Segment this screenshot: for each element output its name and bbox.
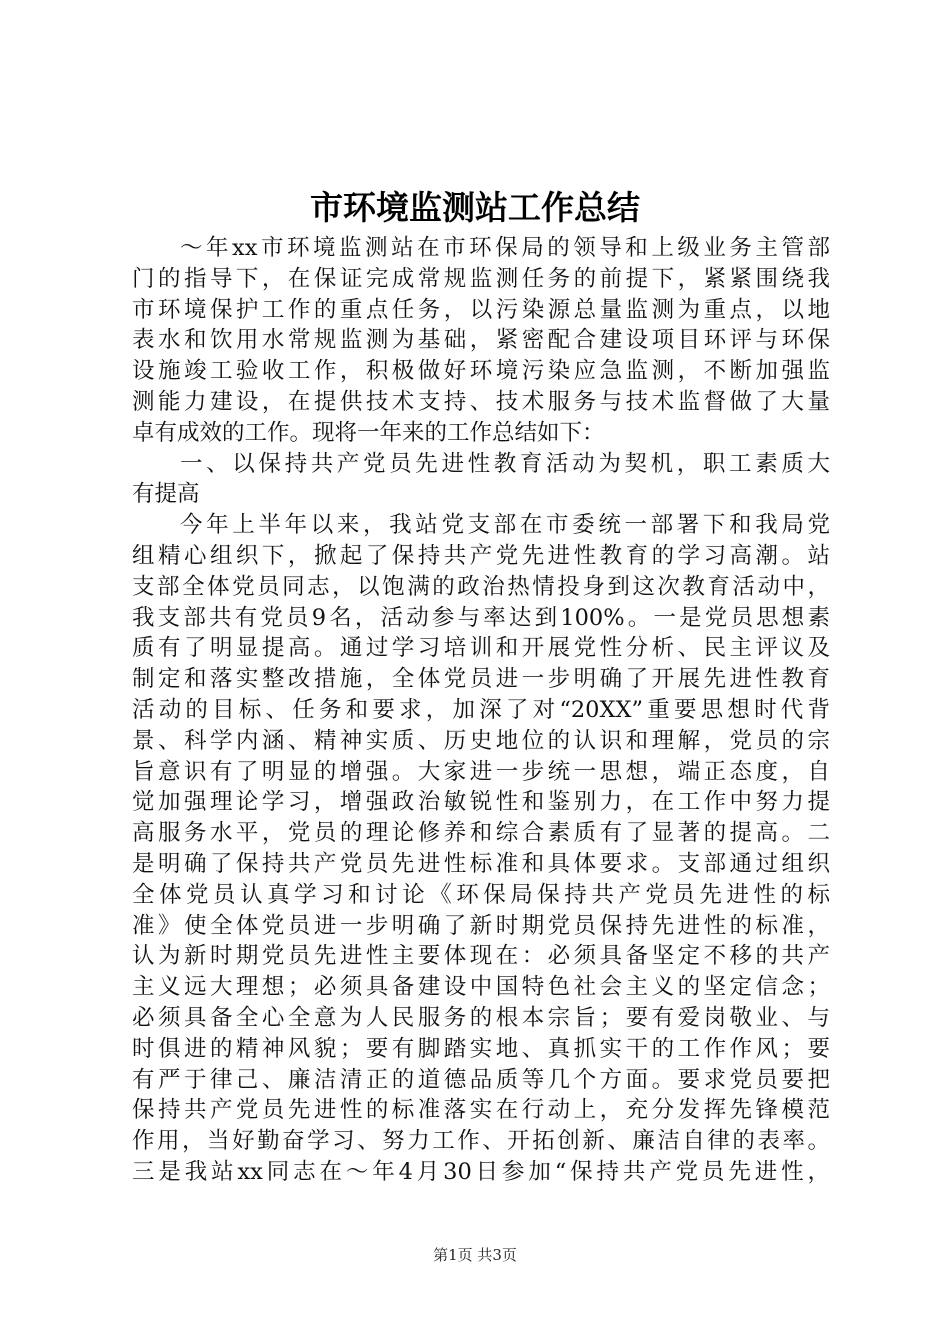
body-line: 卓有成效的工作。现将一年来的工作总结如下： xyxy=(132,419,605,446)
body-line: 有提高 xyxy=(132,481,200,508)
body-line: 有严于律己、廉洁清正的道德品质等几个方面。要求党员要把 xyxy=(132,1066,830,1093)
body-line: 全体党员认真学习和讨论《环保局保持共产党员先进性的标 xyxy=(132,881,830,908)
body-line: 认为新时期党员先进性主要体现在：必须具备坚定不移的共产 xyxy=(132,943,830,970)
body-line: 作用，当好勤奋学习、努力工作、开拓创新、廉洁自律的表率。 xyxy=(132,1128,830,1155)
body-line: 必须具备全心全意为人民服务的根本宗旨；要有爱岗敬业、与 xyxy=(132,1004,830,1031)
body-line: 制定和落实整改措施，全体党员进一步明确了开展先进性教育 xyxy=(132,666,830,693)
body-line: 质有了明显提高。通过学习培训和开展党性分析、民主评议及 xyxy=(132,635,830,662)
body-line: 支部全体党员同志，以饱满的政治热情投身到这次教育活动中， xyxy=(132,573,830,600)
body-line: 测能力建设，在提供技术支持、技术服务与技术监督做了大量 xyxy=(132,388,830,415)
body-line: 我支部共有党员9名，活动参与率达到100%。一是党员思想素 xyxy=(132,604,830,631)
body-line: 保持共产党员先进性的标准落实在行动上，充分发挥先锋模范 xyxy=(132,1097,830,1124)
page-footer: 第1页 共3页 xyxy=(433,1246,517,1264)
body-line: 景、科学内涵、精神实质、历史地位的认识和理解，党员的宗 xyxy=(132,727,830,754)
body-line: 市环境保护工作的重点任务，以污染源总量监测为重点，以地 xyxy=(132,296,830,323)
document-title: 市环境监测站工作总结 xyxy=(310,188,640,227)
body-line: 是明确了保持共产党员先进性标准和具体要求。支部通过组织 xyxy=(132,850,830,877)
body-line: 高服务水平，党员的理论修养和综合素质有了显著的提高。二 xyxy=(132,820,830,847)
body-line: ～年xx市环境监测站在市环保局的领导和上级业务主管部 xyxy=(180,235,830,261)
body-line: 觉加强理论学习，增强政治敏锐性和鉴别力，在工作中努力提 xyxy=(132,789,830,816)
body-line: 一、以保持共产党员先进性教育活动为契机，职工素质大 xyxy=(180,450,830,477)
body-line: 活动的目标、任务和要求，加深了对“20XX”重要思想时代背 xyxy=(132,696,830,723)
body-line: 设施竣工验收工作，积极做好环境污染应急监测，不断加强监 xyxy=(132,358,830,385)
body-line: 主义远大理想；必须具备建设中国特色社会主义的坚定信念； xyxy=(132,974,830,1001)
document-body xyxy=(132,233,830,1188)
body-line: 准》使全体党员进一步明确了新时期党员保持先进性的标准， xyxy=(132,912,830,939)
body-line: 三是我站xx同志在～年4月30日参加“保持共产党员先进性， xyxy=(132,1158,830,1185)
body-line: 组精心组织下，掀起了保持共产党先进性教育的学习高潮。站 xyxy=(132,542,830,569)
body-line: 时俱进的精神风貌；要有脚踏实地、真抓实干的工作作风；要 xyxy=(132,1035,830,1062)
body-line: 旨意识有了明显的增强。大家进一步统一思想，端正态度，自 xyxy=(132,758,830,785)
body-line: 今年上半年以来，我站党支部在市委统一部署下和我局党 xyxy=(180,512,830,539)
body-line: 表水和饮用水常规监测为基础，紧密配合建设项目环评与环保 xyxy=(132,327,830,354)
body-line: 门的指导下，在保证完成常规监测任务的前提下，紧紧围绕我 xyxy=(132,265,830,292)
